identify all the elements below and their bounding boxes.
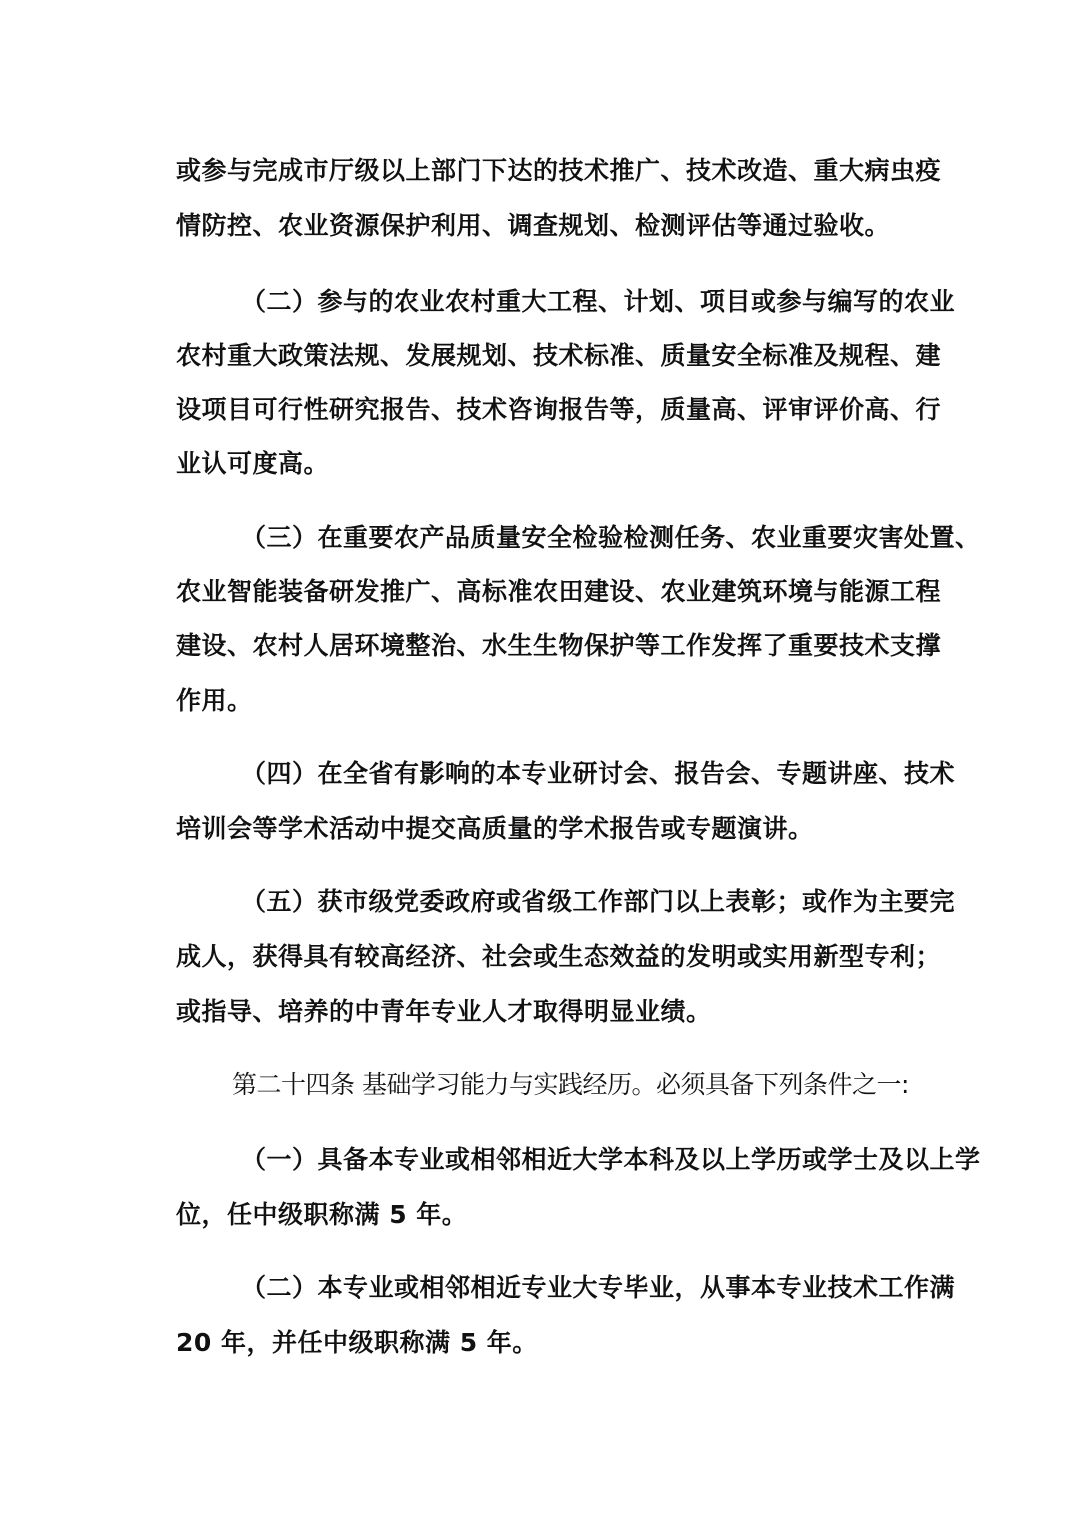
list-item-line: 设项目可行性研究报告、技术咨询报告等，质量高、评审评价高、行 <box>176 395 942 424</box>
list-item-line: 或指导、培养的中青年专业人才取得明显业绩。 <box>176 997 712 1026</box>
list-item-line: （二）本专业或相邻相近专业大专毕业，从事本专业技术工作满 <box>241 1273 956 1302</box>
list-item-line: 位，任中级职称满 5 年。 <box>176 1200 468 1229</box>
list-item-line: （二）参与的农业农村重大工程、计划、项目或参与编写的农业 <box>241 287 956 316</box>
paragraph-line: 情防控、农业资源保护利用、调查规划、检测评估等通过验收。 <box>176 211 891 240</box>
list-item-line: （三）在重要农产品质量安全检验检测任务、农业重要灾害处置、 <box>241 523 981 552</box>
paragraph-line: 或参与完成市厅级以上部门下达的技术推广、技术改造、重大病虫疫 <box>176 156 942 185</box>
list-item-line: （四）在全省有影响的本专业研讨会、报告会、专题讲座、技术 <box>241 759 956 788</box>
list-item-line: 成人，获得具有较高经济、社会或生态效益的发明或实用新型专利； <box>176 942 942 971</box>
list-item-line: 20 年，并任中级职称满 5 年。 <box>176 1328 538 1357</box>
list-item-line: 业认可度高。 <box>176 449 330 478</box>
list-item-line: 农村重大政策法规、发展规划、技术标准、质量安全标准及规程、建 <box>176 341 942 370</box>
list-item-line: 作用。 <box>176 686 253 715</box>
list-item-line: 农业智能装备研发推广、高标准农田建设、农业建筑环境与能源工程 <box>176 577 942 606</box>
list-item-line: 建设、农村人居环境整治、水生生物保护等工作发挥了重要技术支撑 <box>176 631 942 660</box>
article-heading: 第二十四条 基础学习能力与实践经历。必须具备下列条件之一: <box>232 1070 909 1099</box>
list-item-line: （一）具备本专业或相邻相近大学本科及以上学历或学士及以上学 <box>241 1145 981 1174</box>
list-item-line: （五）获市级党委政府或省级工作部门以上表彰；或作为主要完 <box>241 887 956 916</box>
list-item-line: 培训会等学术活动中提交高质量的学术报告或专题演讲。 <box>176 814 814 843</box>
